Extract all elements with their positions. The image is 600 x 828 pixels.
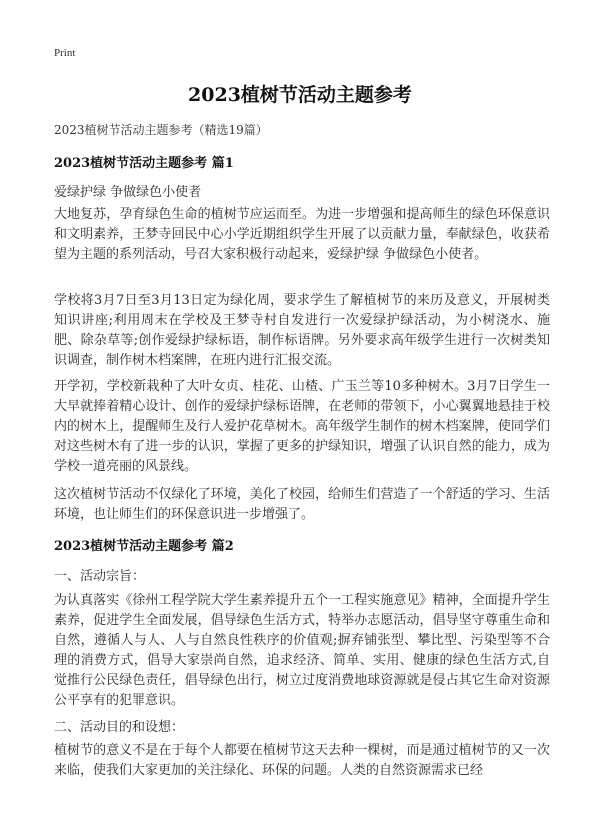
- section-1-tagline: 爱绿护绿 争做绿色小使者: [54, 185, 202, 200]
- section-2-paragraph-1: 为认真落实《徐州工程学院大学生素养提升五个一工程实施意见》精神，全面提升学生素养，促进学生全面发展，倡导绿色生活方式，特举办志愿活动，倡导坚守尊重生命和自然，遵循人与人、人与自然良性秩序的价值观;摒弃铺张型、攀比型、污染型等不合理的消费方式，倡导大家崇尚自然，追求经济、简单、实用、健康的绿色生活方式,自觉推行公民绿色责任，倡导绿色出行，树立过度消费地球资源就是侵占其它生命对资源公平享有的犯罪意识。: [54, 593, 550, 708]
- document-title: 2023植树节活动主题参考: [188, 84, 412, 106]
- section-2-paragraph-2: 植树节的意义不是在于每个人都要在植树节这天去种一棵树，而是通过植树节的又一次来临，使我们大家更加的关注绿化、环保的问题。人类的自然资源需求已经: [54, 743, 550, 778]
- section-heading-1: 2023植树节活动主题参考 篇1: [54, 156, 234, 171]
- section-2-item-2: 二、活动目的和设想：: [54, 720, 185, 735]
- section-1-paragraph-3: 开学初，学校新栽种了大叶女贞、桂花、山楂、广玉兰等10多种树木。3月7日学生一大早就捧着精心设计、创作的爱绿护绿标语牌，在老师的带领下，小心翼翼地悬挂于校内的树木上，提醒师生及行人爱护花草树木。高年级学生制作的树木档案牌，使同学们对这些树木有了进一步的认识，掌握了更多的护绿知识，增强了认识自然的能力，成为学校一道亮丽的风景线。: [54, 379, 550, 474]
- section-heading-2: 2023植树节活动主题参考 篇2: [54, 539, 234, 554]
- section-1-paragraph-1: 大地复苏，孕育绿色生命的植树节应运而至。为进一步增强和提高师生的绿色环保意识和文明素养，王梦寺回民中心小学近期组织学生开展了以贡献力量，奉献绿色，收获希望为主题的系列活动，号召大家积极行动起来，爱绿护绿 争做绿色小使者。: [54, 207, 550, 262]
- document-subtitle: 2023植树节活动主题参考（精选19篇）: [54, 123, 268, 137]
- section-2-item-1: 一、活动宗旨：: [54, 569, 146, 584]
- print-link[interactable]: Print: [54, 47, 76, 59]
- section-1-paragraph-2: 学校将3月7日至3月13日定为绿化周，要求学生了解植树节的来历及意义，开展树类知识讲座;利用周末在学校及王梦寺村自发进行一次爱绿护绿活动，为小树浇水、施肥、除杂草等;创作爱绿护绿标语，制作标语牌。另外要求高年级学生进行一次树类知识调查，制作树木档案牌，在班内进行汇报交流。: [54, 293, 550, 368]
- section-1-paragraph-4: 这次植树节活动不仅绿化了环境，美化了校园，给师生们营造了一个舒适的学习、生活环境，也让师生们的环保意识进一步增强了。: [54, 487, 550, 522]
